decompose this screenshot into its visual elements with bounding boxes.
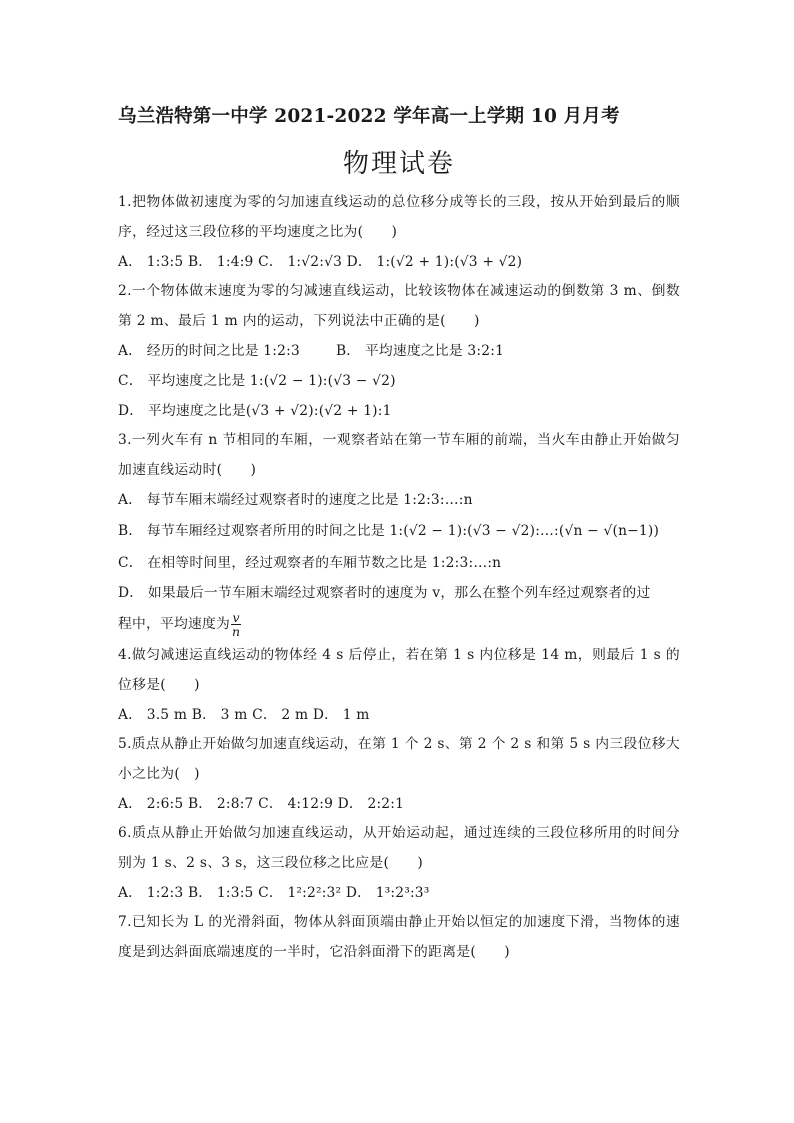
question-6-stem: 6.质点从静止开始做匀加速直线运动，从开始运动起，通过连续的三段位移所用的时间分别为 1 s、2 s、3 s，这三段位移之比应是( ) xyxy=(118,825,680,871)
question-3-option-d-line2 xyxy=(118,608,680,641)
question-4-options: A． 3.5 m B． 3 m C． 2 m D． 1 m xyxy=(118,707,370,723)
question-5-stem: 5.质点从静止开始做匀加速直线运动，在第 1 个 2 s、第 2 个 2 s 和第 5 s 内三段位移大小之比为( ) xyxy=(118,736,680,782)
question-3-stem: 3.一列火车有 n 节相同的车厢，一观察者站在第一节车厢的前端，当火车由静止开始做匀加速直线运动时( ) xyxy=(118,432,680,478)
question-2-option-c: C． 平均速度之比是 1:(√2 − 1):(√3 − √2) xyxy=(118,373,396,389)
question-2-option-a: A． 经历的时间之比是 1:2:3 xyxy=(118,343,300,359)
fraction-denominator: n xyxy=(231,624,241,639)
question-1-stem: 1.把物体做初速度为零的匀加速直线运动的总位移分成等长的三段，按从开始到最后的顺序，经过这三段位移的平均速度之比为( ) xyxy=(118,194,680,240)
exam-page xyxy=(118,100,680,967)
question-3-option-a: A． 每节车厢末端经过观察者时的速度之比是 1:2:3:…:n xyxy=(118,492,473,508)
question-5-options: A． 2:6:5 B． 2:8:7 C． 4:12:9 D． 2:2:1 xyxy=(118,796,405,812)
question-3-option-c: C． 在相等时间里，经过观察者的车厢节数之比是 1:2:3:…:n xyxy=(118,555,502,571)
question-1-options: A． 1:3:5 B． 1:4:9 C． 1:√2:√3 D． 1:(√2 + 1):(√3 + √2) xyxy=(118,254,523,270)
question-6-options: A． 1:2:3 B． 1:3:5 C． 1²:2²:3² D． 1³:2³:3³ xyxy=(118,885,430,901)
question-3-option-b: B． 每节车厢经过观察者所用的时间之比是 1:(√2 − 1):(√3 − √2):…:(√n − √(n−1)) xyxy=(118,523,660,539)
question-4-stem: 4.做匀减速运直线运动的物体经 4 s 后停止，若在第 1 s 内位移是 14 m，则最后 1 s 的位移是( ) xyxy=(118,647,680,693)
question-3-option-d-line1: D． 如果最后一节车厢末端经过观察者时的速度为 v，那么在整个列车经过观察者的过 xyxy=(118,585,651,601)
school-title: 乌兰浩特第一中学 2021-2022 学年高一上学期 10 月月考 xyxy=(118,106,620,127)
fraction-v-over-n xyxy=(231,611,241,638)
document-title: 物理试卷 xyxy=(342,149,455,179)
question-2-stem: 2.一个物体做末速度为零的匀减速直线运动，比较该物体在减速运动的倒数第 3 m、倒数第 2 m、最后 1 m 内的运动，下列说法中正确的是( ) xyxy=(118,283,680,329)
question-2-options-ab xyxy=(118,336,680,366)
fraction-numerator: v xyxy=(232,610,240,625)
question-2-option-b: B． 平均速度之比是 3:2:1 xyxy=(335,343,505,359)
question-7-stem: 7.已知长为 L 的光滑斜面，物体从斜面顶端由静止开始以恒定的加速度下滑，当物体的速度是到达斜面底端速度的一半时，它沿斜面滑下的距离是( ) xyxy=(118,914,680,960)
question-3-option-d-text: 程中，平均速度为 xyxy=(118,616,230,632)
question-2-option-d: D． 平均速度之比是(√3 + √2):(√2 + 1):1 xyxy=(118,403,392,419)
